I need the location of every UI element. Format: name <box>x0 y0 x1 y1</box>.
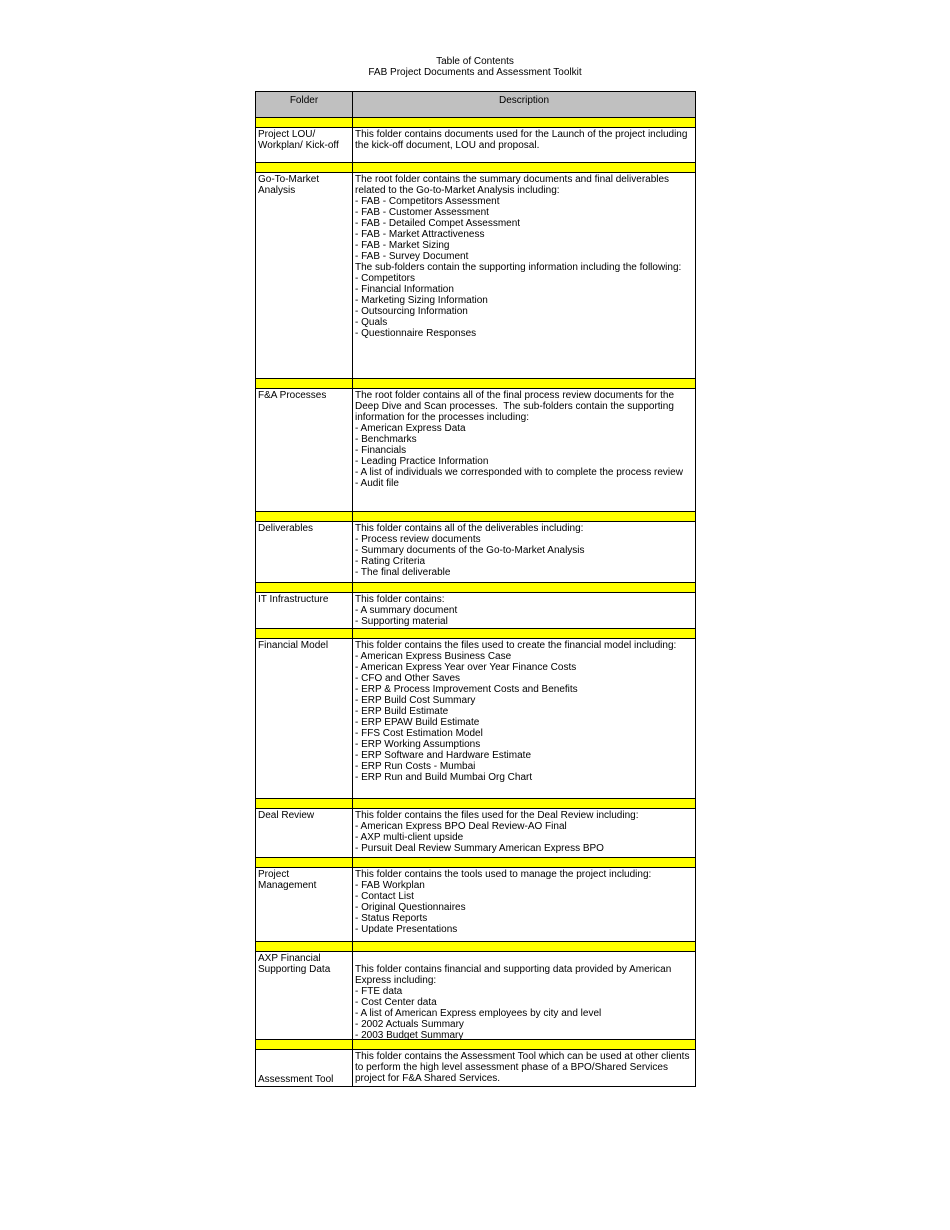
separator-band <box>353 629 695 639</box>
folder-cell: Project Management <box>256 868 353 942</box>
folder-cell: Financial Model <box>256 639 353 799</box>
separator-band <box>256 379 353 389</box>
separator-band <box>353 1040 695 1050</box>
folder-cell: IT Infrastructure <box>256 593 353 629</box>
description-cell: The root folder contains the summary documents and final deliverables related to the Go-to-Market Analysis including: - FAB - Competitors Assessment - FAB - Customer Assessment - FAB - Detailed Compet Assessment - FAB - Market Attractiveness - FAB - Market Sizing - FAB - Survey Document The sub-folders contain the supporting information including the following: - Competitors - Financial Information - Marketing Sizing Information - Outsourcing Information - Quals - Questionnaire Responses <box>353 173 695 379</box>
header-description: Description <box>353 92 695 118</box>
separator-band <box>353 163 695 173</box>
separator-band <box>353 379 695 389</box>
description-cell: This folder contains all of the deliverables including: - Process review documents - Summary documents of the Go-to-Market Analysis - Rating Criteria - The final deliverable <box>353 522 695 583</box>
folder-label: Assessment Tool <box>258 1074 334 1085</box>
separator-band <box>256 1040 353 1050</box>
toc-table <box>255 91 696 1087</box>
separator-band <box>256 118 353 128</box>
title-line-2: FAB Project Documents and Assessment Toolkit <box>368 67 582 78</box>
title-line-1: Table of Contents <box>436 56 514 67</box>
separator-band <box>256 942 353 952</box>
separator-band <box>353 942 695 952</box>
description-cell: The root folder contains all of the final process review documents for the Deep Dive and Scan processes. The sub-folders contain the supporting information for the processes including: - American Express Data - Benchmarks - Financials - Leading Practice Information - A list of individuals we corresponded with to complete the process review - Audit file <box>353 389 695 512</box>
folder-cell <box>256 1050 353 1086</box>
description-cell: This folder contains: - A summary document - Supporting material <box>353 593 695 629</box>
separator-band <box>353 799 695 809</box>
separator-band <box>353 118 695 128</box>
folder-cell: Go-To-Market Analysis <box>256 173 353 379</box>
separator-band <box>256 858 353 868</box>
folder-cell: AXP Financial Supporting Data <box>256 952 353 1040</box>
separator-band <box>353 858 695 868</box>
separator-band <box>353 583 695 593</box>
description-cell: This folder contains the Assessment Tool which can be used at other clients to perform the high level assessment phase of a BPO/Shared Services project for F&A Shared Services. <box>355 1051 690 1084</box>
header-folder: Folder <box>256 92 353 118</box>
folder-cell: F&A Processes <box>256 389 353 512</box>
description-cell: This folder contains the files used for the Deal Review including: - American Express BPO Deal Review-AO Final - AXP multi-client upside - Pursuit Deal Review Summary American Express BPO <box>353 809 695 858</box>
document-title <box>0 56 950 78</box>
description-cell: This folder contains financial and supporting data provided by American Express including: - FTE data - Cost Center data - A list of American Express employees by city and level - 2002 Actuals Summary - 2003 Budget Summary <box>353 952 695 1040</box>
description-cell: This folder contains documents used for the Launch of the project including the kick-off document, LOU and proposal. <box>353 128 695 163</box>
separator-band <box>256 799 353 809</box>
separator-band <box>353 512 695 522</box>
folder-cell: Project LOU/ Workplan/ Kick-off <box>256 128 353 163</box>
folder-cell: Deal Review <box>256 809 353 858</box>
separator-band <box>256 163 353 173</box>
description-cell: This folder contains the tools used to manage the project including: - FAB Workplan - Contact List - Original Questionnaires - Status Reports - Update Presentations <box>353 868 695 942</box>
description-cell: This folder contains the files used to create the financial model including: - American Express Business Case - American Express Year over Year Finance Costs - CFO and Other Saves - ERP & Process Improvement Costs and Benefits - ERP Build Cost Summary - ERP Build Estimate - ERP EPAW Build Estimate - FFS Cost Estimation Model - ERP Working Assumptions - ERP Software and Hardware Estimate - ERP Run Costs - Mumbai - ERP Run and Build Mumbai Org Chart <box>353 639 695 799</box>
separator-band <box>256 583 353 593</box>
separator-band <box>256 629 353 639</box>
folder-cell: Deliverables <box>256 522 353 583</box>
separator-band <box>256 512 353 522</box>
